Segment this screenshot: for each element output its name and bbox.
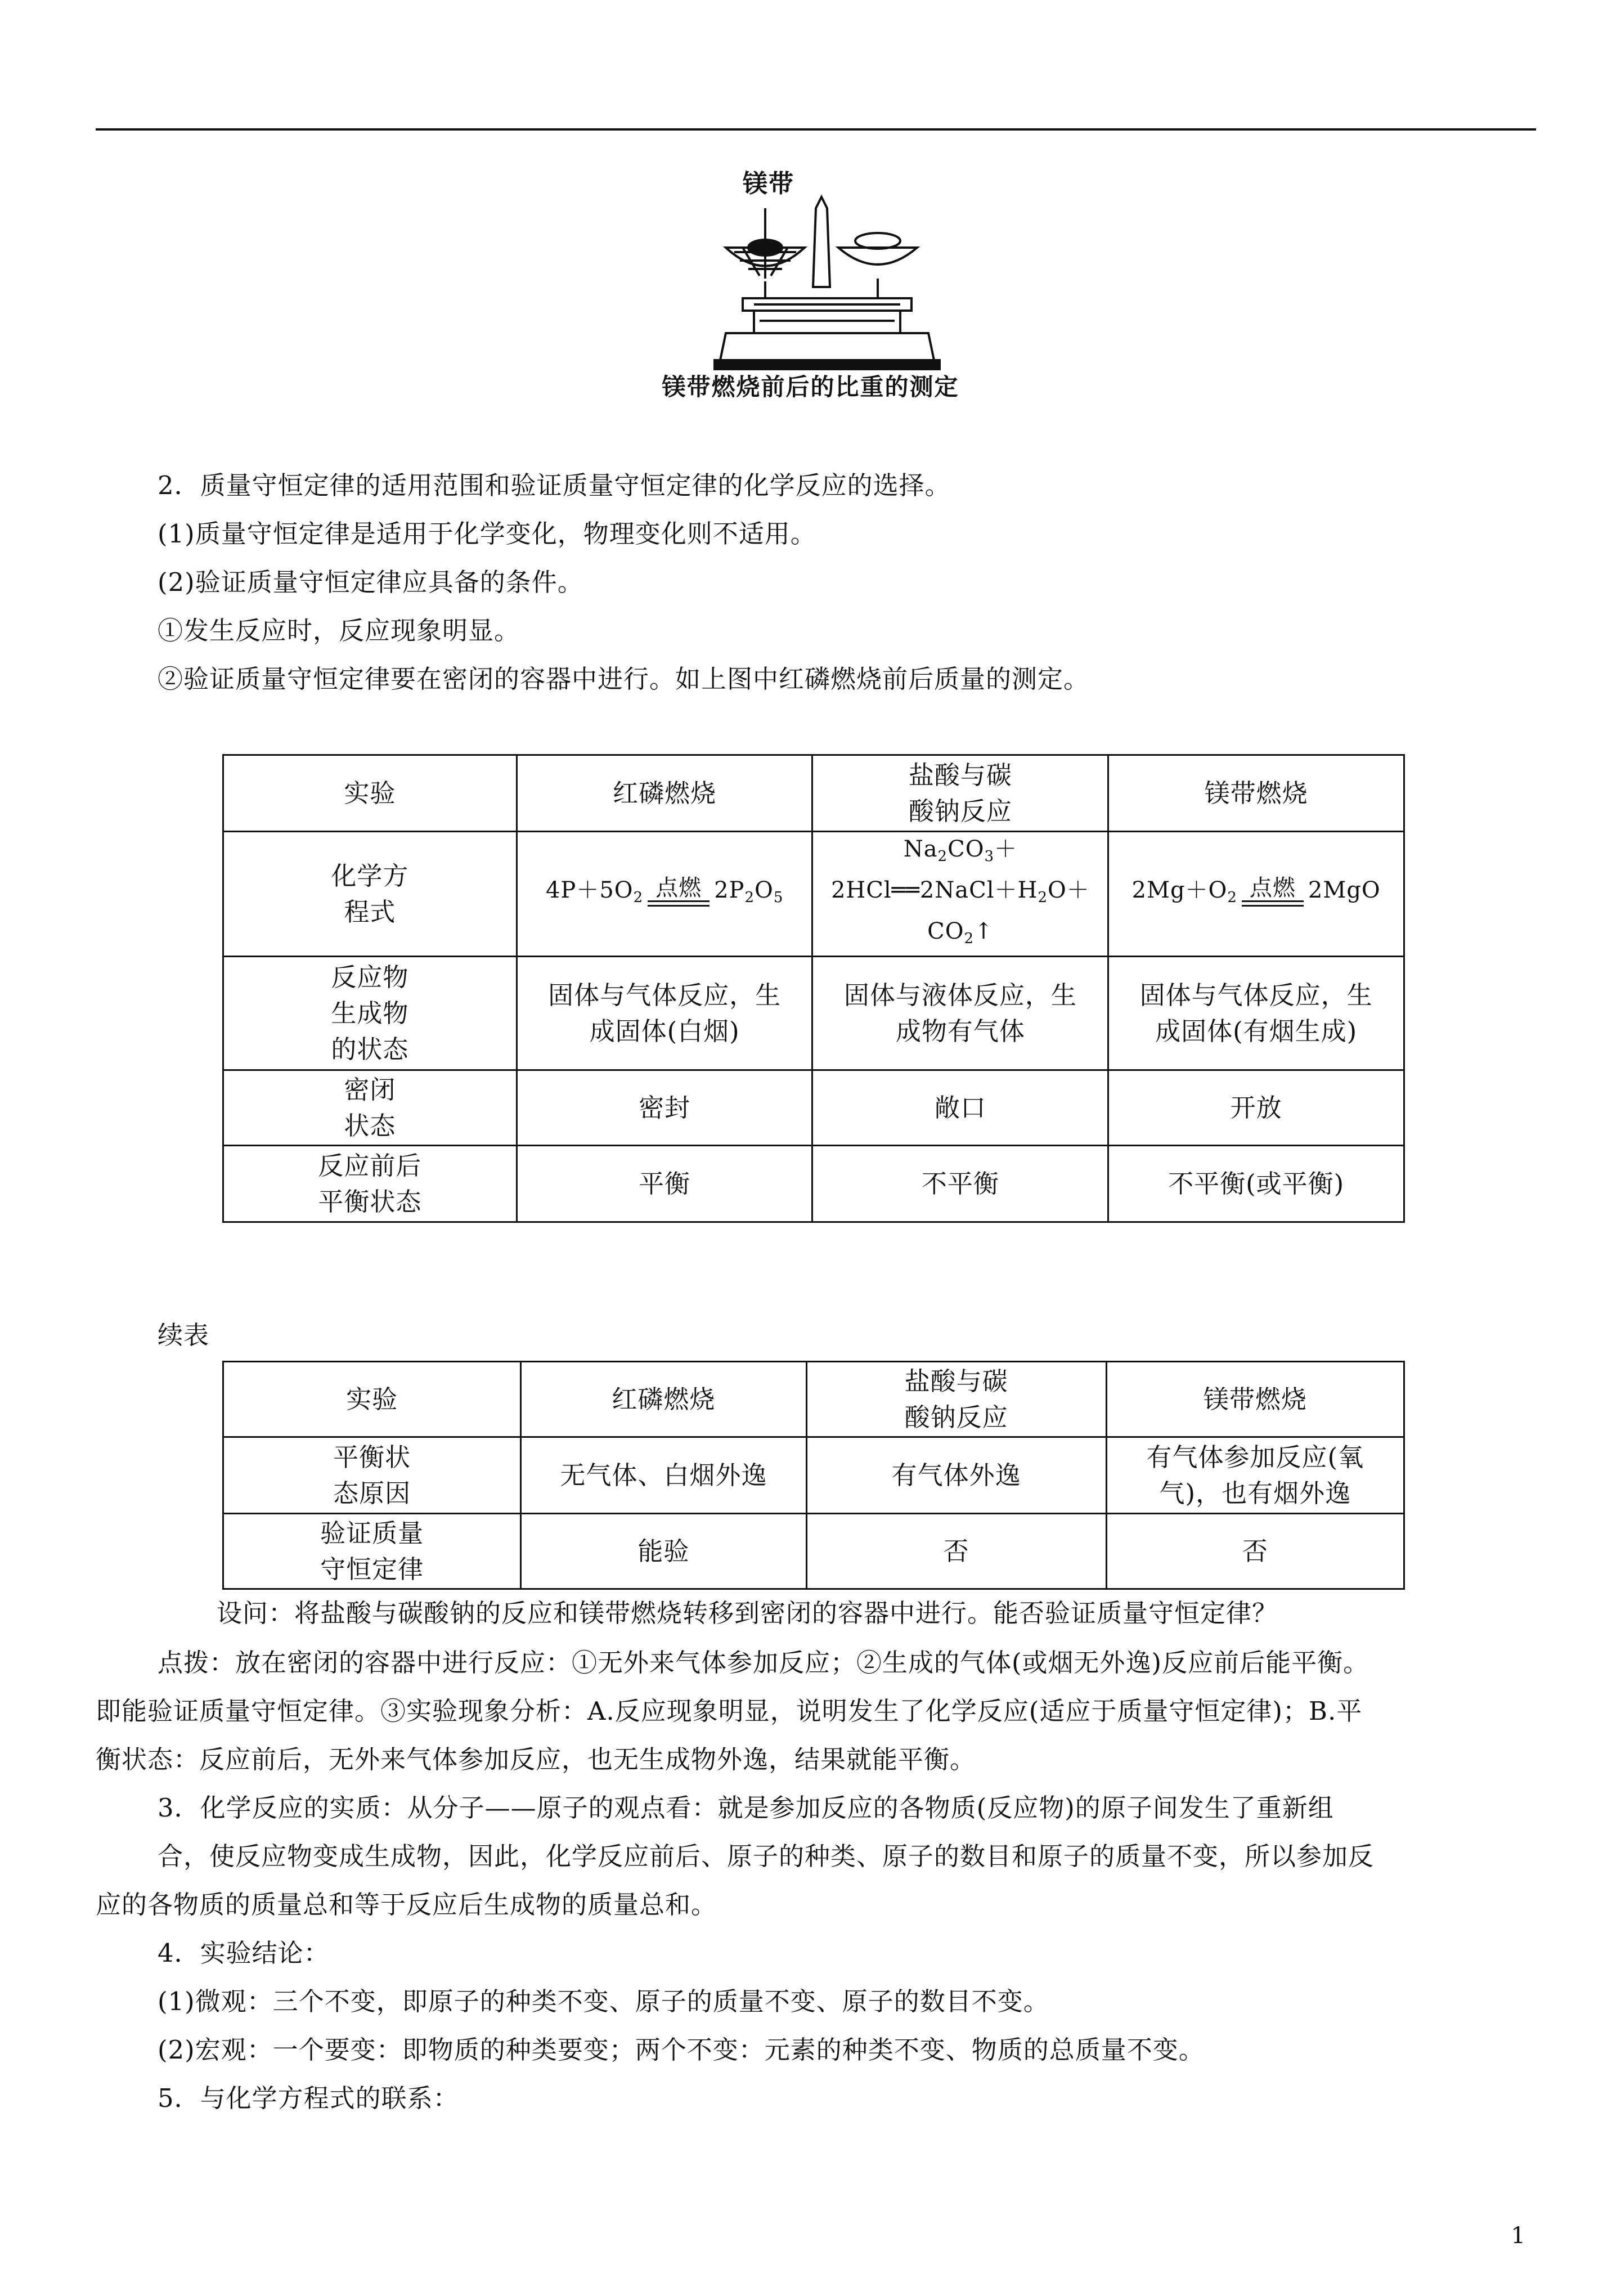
table-row (223, 832, 1404, 957)
label-line: 平衡状态 (318, 1186, 422, 1217)
table-header-cell: 红磷燃烧 (517, 755, 812, 832)
table-header-cell: 实验 (223, 1362, 521, 1437)
cell-line: 成固体(白烟) (589, 1016, 740, 1046)
eq-text: O＋ (1047, 877, 1090, 903)
para-cond-2: ②验证质量守恒定律要在密闭的容器中进行。如上图中红磷燃烧前后质量的测定。 (158, 664, 1090, 694)
hint-line-3: 衡状态：反应前后，无外来气体参加反应，也无生成物外逸，结果就能平衡。 (96, 1745, 976, 1774)
label-line: 反应前后 (318, 1150, 422, 1181)
table-cell (812, 957, 1108, 1070)
continued-label: 续表 (158, 1320, 210, 1350)
label-line: 状态 (344, 1110, 396, 1141)
balance-scale-illustration (709, 186, 945, 377)
para-cond-1: ①发生反应时，反应现象明显。 (158, 616, 520, 645)
eq-sub: 2 (633, 889, 644, 906)
page-number: 1 (1511, 2223, 1525, 2249)
label-line: 反应物 (331, 962, 409, 992)
table-cell: 密封 (517, 1070, 812, 1146)
cell-line: 成固体(有烟生成) (1155, 1016, 1358, 1046)
section-3-line-3: 应的各物质的质量总和等于反应后生成物的质量总和。 (96, 1890, 717, 1920)
eq-right: 2MgO (1308, 877, 1381, 903)
table-row (223, 1362, 1404, 1437)
label-line: 的状态 (331, 1034, 409, 1064)
row-label-reason (223, 1437, 521, 1514)
row-label-seal (223, 1070, 517, 1146)
figure-caption: 镁带燃烧前后的比重的测定 (662, 373, 959, 401)
para-2-1: (1)质量守恒定律是适用于化学变化，物理变化则不适用。 (158, 519, 816, 549)
eq-sub: 2 (1227, 889, 1237, 906)
header-rule (96, 128, 1536, 131)
reaction-arrow (1242, 876, 1304, 916)
row-label-verify (223, 1514, 521, 1589)
cell-line: 气)，也有烟外逸 (1159, 1478, 1351, 1508)
equation-hcl-na2co3 (812, 832, 1108, 957)
cell-line: 固体与气体反应，生 (548, 980, 782, 1010)
table-row (223, 1070, 1404, 1146)
para-2-2: (2)验证质量守恒定律应具备的条件。 (158, 567, 583, 597)
eq-left: 4P＋5O (545, 877, 634, 903)
eq-condition: 点燃 (655, 875, 702, 901)
row-label-equation (223, 832, 517, 957)
cell-line: 固体与液体反应，生 (843, 980, 1077, 1010)
label-line: 程式 (344, 896, 396, 927)
reaction-arrow (648, 876, 710, 916)
header-line: 盐酸与碳 (908, 760, 1012, 790)
table-header-cell: 镁带燃烧 (1108, 755, 1404, 832)
eq-sub: 3 (984, 848, 995, 865)
eq-sub: 2 (937, 848, 948, 865)
eq-line (819, 832, 1102, 873)
table-header-cell: 红磷燃烧 (521, 1362, 806, 1437)
eq-text: ↑ (974, 918, 994, 944)
eq-sub: 2 (1038, 889, 1048, 906)
cell-line: 成物有气体 (895, 1016, 1025, 1046)
table-cell: 开放 (1108, 1070, 1404, 1146)
eq-left: 2Mg＋O (1131, 877, 1228, 903)
table-cell (1108, 957, 1404, 1070)
eq-text: ＋ (994, 836, 1018, 862)
cell-line: 固体与气体反应，生 (1139, 980, 1373, 1010)
eq-right: 2P (714, 877, 745, 903)
table-row (223, 1514, 1404, 1589)
experiment-table-continued (222, 1361, 1405, 1590)
double-line (1242, 900, 1304, 907)
eq-sub: 2 (744, 889, 755, 906)
hint-line-1: 点拨：放在密闭的容器中进行反应：①无外来气体参加反应；②生成的气体(或烟无外逸)反应前后能平衡。 (158, 1648, 1369, 1678)
label-line: 态原因 (333, 1478, 411, 1508)
label-line: 平衡状 (333, 1442, 411, 1472)
balance-figure (709, 163, 945, 366)
figure-label: 镁带 (743, 169, 794, 198)
eq-line (819, 914, 1102, 956)
equation-red-phosphorus (517, 832, 812, 957)
section-4-micro: (1)微观：三个不变，即原子的种类不变、原子的质量不变、原子的数目不变。 (158, 1986, 1049, 2016)
question-para: 设问：将盐酸与碳酸钠的反应和镁带燃烧转移到密闭的容器中进行。能否验证质量守恒定律？ (217, 1598, 1278, 1628)
table-cell: 不平衡 (812, 1146, 1108, 1222)
header-line: 盐酸与碳 (904, 1366, 1008, 1396)
table-header-cell (806, 1362, 1106, 1437)
section-4-macro: (2)宏观：一个要变：即物质的种类要变；两个不变：元素的种类不变、物质的总质量不变。 (158, 2035, 1205, 2065)
section-4-title: 4．实验结论： (158, 1938, 330, 1968)
eq-line (819, 873, 1102, 914)
eq-right: O (755, 877, 774, 903)
row-label-balance (223, 1146, 517, 1222)
table-cell: 敞口 (812, 1070, 1108, 1146)
eq-condition: 点燃 (1249, 875, 1296, 901)
cell-line: 有气体参加反应(氧 (1146, 1442, 1364, 1472)
table-cell (517, 957, 812, 1070)
section-5-title: 5．与化学方程式的联系： (158, 2083, 459, 2113)
equation-magnesium (1108, 832, 1404, 957)
table-cell: 能验 (521, 1514, 806, 1589)
label-line: 化学方 (331, 860, 409, 891)
table-header-cell: 镁带燃烧 (1106, 1362, 1404, 1437)
eq-text: 2HCl══2NaCl＋H (830, 877, 1038, 903)
hint-line-2: 即能验证质量守恒定律。③实验现象分析：A.反应现象明显，说明发生了化学反应(适应于质量守恒定律)；B.平 (96, 1696, 1363, 1726)
eq-sub: 5 (773, 889, 784, 906)
experiment-table (222, 754, 1405, 1223)
para-2: 2．质量守恒定律的适用范围和验证质量守恒定律的化学反应的选择。 (158, 470, 951, 500)
header-line: 酸钠反应 (904, 1402, 1008, 1432)
table-cell (1106, 1437, 1404, 1514)
table-row (223, 1146, 1404, 1222)
table-cell: 平衡 (517, 1146, 812, 1222)
table-row (223, 755, 1404, 832)
eq-text: Na (903, 836, 938, 862)
table-cell: 否 (806, 1514, 1106, 1589)
table-row (223, 1437, 1404, 1514)
header-line: 酸钠反应 (908, 796, 1012, 826)
label-line: 验证质量 (320, 1518, 424, 1548)
table-header-cell: 实验 (223, 755, 517, 832)
eq-text: CO (948, 836, 985, 862)
double-line (648, 900, 710, 907)
label-line: 密闭 (344, 1074, 396, 1105)
eq-text: CO (927, 918, 964, 944)
table-row (223, 957, 1404, 1070)
row-label-state (223, 957, 517, 1070)
section-3-line-1: 3．化学反应的实质：从分子——原子的观点看：就是参加反应的各物质(反应物)的原子间发生了重新组 (158, 1793, 1334, 1823)
eq-sub: 2 (964, 930, 975, 947)
label-line: 守恒定律 (320, 1554, 424, 1584)
table-header-cell (812, 755, 1108, 832)
section-3-line-2: 合，使反应物变成生成物，因此，化学反应前后、原子的种类、原子的数目和原子的质量不变，所以参加反 (158, 1841, 1375, 1871)
table-cell: 不平衡(或平衡) (1108, 1146, 1404, 1222)
table-cell: 无气体、白烟外逸 (521, 1437, 806, 1514)
table-cell: 否 (1106, 1514, 1404, 1589)
table-cell: 有气体外逸 (806, 1437, 1106, 1514)
label-line: 生成物 (331, 998, 409, 1028)
